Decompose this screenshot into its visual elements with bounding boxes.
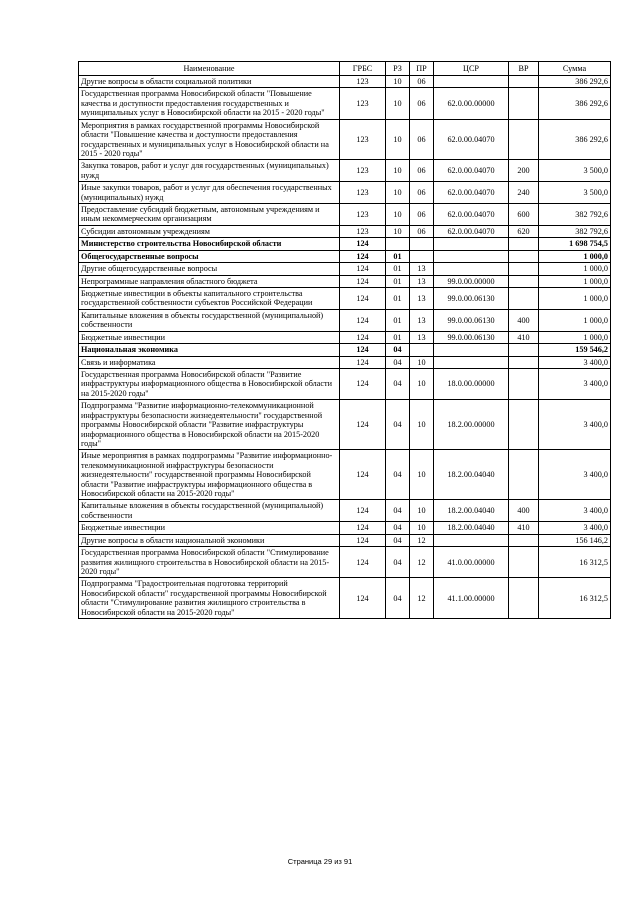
row-grbs: 124 — [340, 578, 386, 619]
table-row — [79, 160, 611, 182]
row-vr — [509, 76, 539, 88]
row-pr — [410, 238, 434, 250]
row-grbs: 123 — [340, 225, 386, 237]
header-pr: ПР — [410, 62, 434, 76]
row-vr: 200 — [509, 160, 539, 182]
row-name: Связь и информатика — [79, 356, 340, 368]
row-sum: 3 400,0 — [539, 368, 611, 399]
row-grbs: 124 — [340, 368, 386, 399]
table-row — [79, 182, 611, 204]
row-csr — [434, 534, 509, 546]
table-row — [79, 275, 611, 287]
row-vr — [509, 400, 539, 450]
row-csr: 41.0.00.00000 — [434, 547, 509, 578]
row-rz: 04 — [386, 522, 410, 534]
row-grbs: 124 — [340, 534, 386, 546]
row-rz: 10 — [386, 76, 410, 88]
row-csr — [434, 238, 509, 250]
row-csr: 62.0.00.00000 — [434, 88, 509, 119]
row-rz: 01 — [386, 309, 410, 331]
row-rz: 04 — [386, 356, 410, 368]
row-name: Национальная экономика — [79, 344, 340, 356]
row-vr: 400 — [509, 500, 539, 522]
row-pr: 06 — [410, 88, 434, 119]
row-rz: 10 — [386, 119, 410, 160]
row-pr: 06 — [410, 182, 434, 204]
row-csr: 18.2.00.04040 — [434, 500, 509, 522]
table-row — [79, 534, 611, 546]
row-pr: 10 — [410, 368, 434, 399]
row-name: Подпрограмма "Градостроительная подготовка территорий Новосибирской области" государственной программы Новосибирской области "Стимулирование развития жилищного строительства в Новосибирской области на 2015-2020 годы" — [79, 578, 340, 619]
row-grbs: 123 — [340, 76, 386, 88]
row-vr — [509, 88, 539, 119]
row-pr: 10 — [410, 450, 434, 500]
row-name: Непрограммные направления областного бюджета — [79, 275, 340, 287]
row-csr: 99.0.00.00000 — [434, 275, 509, 287]
row-vr — [509, 450, 539, 500]
header-vr: ВР — [509, 62, 539, 76]
row-sum: 1 000,0 — [539, 263, 611, 275]
row-csr: 62.0.00.04070 — [434, 182, 509, 204]
row-pr: 12 — [410, 534, 434, 546]
row-grbs: 124 — [340, 238, 386, 250]
table-body — [79, 76, 611, 619]
row-rz: 01 — [386, 331, 410, 343]
row-vr — [509, 119, 539, 160]
row-pr: 10 — [410, 400, 434, 450]
row-pr — [410, 344, 434, 356]
row-sum: 156 146,2 — [539, 534, 611, 546]
row-vr — [509, 275, 539, 287]
row-name: Капитальные вложения в объекты государственной (муниципальной) собственности — [79, 500, 340, 522]
row-sum: 3 500,0 — [539, 182, 611, 204]
row-sum: 16 312,5 — [539, 547, 611, 578]
row-sum: 3 500,0 — [539, 160, 611, 182]
header-grbs: ГРБС — [340, 62, 386, 76]
row-vr — [509, 288, 539, 310]
row-csr — [434, 263, 509, 275]
row-grbs: 124 — [340, 344, 386, 356]
row-csr: 18.2.00.04040 — [434, 522, 509, 534]
row-rz: 10 — [386, 182, 410, 204]
header-sum: Сумма — [539, 62, 611, 76]
row-sum: 3 400,0 — [539, 400, 611, 450]
row-vr — [509, 547, 539, 578]
row-grbs: 124 — [340, 263, 386, 275]
row-pr: 06 — [410, 225, 434, 237]
row-vr: 240 — [509, 182, 539, 204]
row-name: Общегосударственные вопросы — [79, 250, 340, 262]
header-rz: РЗ — [386, 62, 410, 76]
row-sum: 3 400,0 — [539, 356, 611, 368]
row-vr — [509, 356, 539, 368]
row-sum: 1 000,0 — [539, 275, 611, 287]
row-sum: 382 792,6 — [539, 225, 611, 237]
row-pr: 10 — [410, 356, 434, 368]
table-row — [79, 500, 611, 522]
row-rz — [386, 238, 410, 250]
table-row — [79, 288, 611, 310]
table-row — [79, 344, 611, 356]
row-pr: 06 — [410, 160, 434, 182]
table-row — [79, 522, 611, 534]
row-name: Другие общегосударственные вопросы — [79, 263, 340, 275]
row-sum: 1 000,0 — [539, 331, 611, 343]
row-pr: 12 — [410, 578, 434, 619]
row-csr: 62.0.00.04070 — [434, 204, 509, 226]
budget-table — [78, 61, 611, 619]
row-name: Подпрограмма "Развитие информационно-телекоммуникационной инфраструктуры безопасности жизнедеятельности" государственной программы Новосибирской области "Развитие инфраструктуры информационного общества в Новосибирской области на 2015-2020 годы" — [79, 400, 340, 450]
row-name: Бюджетные инвестиции — [79, 331, 340, 343]
row-grbs: 124 — [340, 309, 386, 331]
row-rz: 04 — [386, 368, 410, 399]
row-name: Субсидии автономным учреждениям — [79, 225, 340, 237]
row-name: Иные мероприятия в рамках подпрограммы "Развитие информационно-телекоммуникационной инфраструктуры безопасности жизнедеятельности" государственной программы Новосибирской области "Развитие инфраструктуры информационного общества в Новосибирской области на 2015-2020 годы" — [79, 450, 340, 500]
table-row — [79, 238, 611, 250]
row-sum: 16 312,5 — [539, 578, 611, 619]
row-grbs: 123 — [340, 182, 386, 204]
row-name: Мероприятия в рамках государственной программы Новосибирской области "Повышение качества и доступности предоставления государственных и муниципальных услуг в Новосибирской области на 2015 - 2020 годы" — [79, 119, 340, 160]
row-rz: 04 — [386, 344, 410, 356]
row-grbs: 124 — [340, 275, 386, 287]
row-pr: 13 — [410, 331, 434, 343]
row-sum: 159 546,2 — [539, 344, 611, 356]
row-grbs: 124 — [340, 400, 386, 450]
table-row — [79, 309, 611, 331]
row-pr: 13 — [410, 275, 434, 287]
row-csr — [434, 76, 509, 88]
row-rz: 04 — [386, 547, 410, 578]
row-csr: 62.0.00.04070 — [434, 119, 509, 160]
page-footer: Страница 29 из 91 — [287, 857, 353, 866]
row-name: Бюджетные инвестиции в объекты капитального строительства государственной собственности субъектов Российской Федерации — [79, 288, 340, 310]
row-sum: 3 400,0 — [539, 500, 611, 522]
row-rz: 10 — [386, 88, 410, 119]
row-name: Бюджетные инвестиции — [79, 522, 340, 534]
row-sum: 1 000,0 — [539, 288, 611, 310]
row-vr: 410 — [509, 522, 539, 534]
row-csr: 18.2.00.00000 — [434, 400, 509, 450]
row-grbs: 123 — [340, 88, 386, 119]
table-row — [79, 368, 611, 399]
row-grbs: 124 — [340, 250, 386, 262]
row-grbs: 124 — [340, 547, 386, 578]
header-name: Наименование — [79, 62, 340, 76]
row-csr — [434, 250, 509, 262]
row-grbs: 124 — [340, 331, 386, 343]
row-name: Государственная программа Новосибирской области "Повышение качества и доступности предоставления государственных и муниципальных услуг в Новосибирской области на 2015 - 2020 годы" — [79, 88, 340, 119]
row-pr: 13 — [410, 309, 434, 331]
row-vr: 410 — [509, 331, 539, 343]
row-rz: 04 — [386, 578, 410, 619]
row-grbs: 123 — [340, 119, 386, 160]
row-csr: 18.0.00.00000 — [434, 368, 509, 399]
table-row — [79, 119, 611, 160]
row-sum: 386 292,6 — [539, 119, 611, 160]
row-grbs: 124 — [340, 450, 386, 500]
row-pr: 13 — [410, 288, 434, 310]
row-sum: 1 698 754,5 — [539, 238, 611, 250]
row-vr — [509, 250, 539, 262]
row-pr: 12 — [410, 547, 434, 578]
row-vr — [509, 263, 539, 275]
row-rz: 01 — [386, 263, 410, 275]
row-csr: 62.0.00.04070 — [434, 160, 509, 182]
row-rz: 04 — [386, 400, 410, 450]
row-name: Закупка товаров, работ и услуг для государственных (муниципальных) нужд — [79, 160, 340, 182]
row-vr — [509, 534, 539, 546]
table-row — [79, 400, 611, 450]
row-rz: 10 — [386, 225, 410, 237]
row-grbs: 124 — [340, 500, 386, 522]
table-row — [79, 250, 611, 262]
row-sum: 3 400,0 — [539, 450, 611, 500]
header-csr: ЦСР — [434, 62, 509, 76]
table-header-row — [79, 62, 611, 76]
row-name: Другие вопросы в области национальной экономики — [79, 534, 340, 546]
row-sum: 386 292,6 — [539, 76, 611, 88]
row-rz: 10 — [386, 204, 410, 226]
row-rz: 04 — [386, 450, 410, 500]
table-row — [79, 578, 611, 619]
row-vr — [509, 578, 539, 619]
row-csr — [434, 344, 509, 356]
row-rz: 01 — [386, 275, 410, 287]
row-vr — [509, 368, 539, 399]
row-vr: 620 — [509, 225, 539, 237]
table-row — [79, 263, 611, 275]
table-row — [79, 88, 611, 119]
row-rz: 04 — [386, 534, 410, 546]
row-vr: 600 — [509, 204, 539, 226]
row-vr — [509, 238, 539, 250]
row-name: Государственная программа Новосибирской области "Стимулирование развития жилищного строительства в Новосибирской области на 2015-2020 годы" — [79, 547, 340, 578]
row-rz: 04 — [386, 500, 410, 522]
row-name: Предоставление субсидий бюджетным, автономным учреждениям и иным некоммерческим организациям — [79, 204, 340, 226]
row-sum: 1 000,0 — [539, 309, 611, 331]
row-grbs: 124 — [340, 522, 386, 534]
table-row — [79, 76, 611, 88]
row-pr: 10 — [410, 500, 434, 522]
row-csr: 99.0.00.06130 — [434, 288, 509, 310]
row-pr: 10 — [410, 522, 434, 534]
row-rz: 01 — [386, 288, 410, 310]
row-pr: 06 — [410, 204, 434, 226]
row-sum: 382 792,6 — [539, 204, 611, 226]
row-pr: 06 — [410, 76, 434, 88]
row-csr — [434, 356, 509, 368]
row-csr: 62.0.00.04070 — [434, 225, 509, 237]
row-csr: 18.2.00.04040 — [434, 450, 509, 500]
row-pr — [410, 250, 434, 262]
table-row — [79, 204, 611, 226]
row-grbs: 124 — [340, 288, 386, 310]
row-csr: 99.0.00.06130 — [434, 331, 509, 343]
row-pr: 06 — [410, 119, 434, 160]
row-sum: 1 000,0 — [539, 250, 611, 262]
row-sum: 386 292,6 — [539, 88, 611, 119]
row-rz: 10 — [386, 160, 410, 182]
table-row — [79, 225, 611, 237]
budget-table-page — [78, 61, 610, 619]
row-vr — [509, 344, 539, 356]
row-csr: 99.0.00.06130 — [434, 309, 509, 331]
row-name: Министерство строительства Новосибирской области — [79, 238, 340, 250]
row-name: Государственная программа Новосибирской области "Развитие инфраструктуры информационного общества в Новосибирской области на 2015-2020 годы" — [79, 368, 340, 399]
row-grbs: 123 — [340, 204, 386, 226]
table-row — [79, 547, 611, 578]
table-row — [79, 331, 611, 343]
row-rz: 01 — [386, 250, 410, 262]
row-vr: 400 — [509, 309, 539, 331]
row-csr: 41.1.00.00000 — [434, 578, 509, 619]
row-grbs: 123 — [340, 160, 386, 182]
table-row — [79, 356, 611, 368]
row-pr: 13 — [410, 263, 434, 275]
row-name: Иные закупки товаров, работ и услуг для обеспечения государственных (муниципальных) нужд — [79, 182, 340, 204]
row-sum: 3 400,0 — [539, 522, 611, 534]
table-row — [79, 450, 611, 500]
row-grbs: 124 — [340, 356, 386, 368]
row-name: Другие вопросы в области социальной политики — [79, 76, 340, 88]
row-name: Капитальные вложения в объекты государственной (муниципальной) собственности — [79, 309, 340, 331]
